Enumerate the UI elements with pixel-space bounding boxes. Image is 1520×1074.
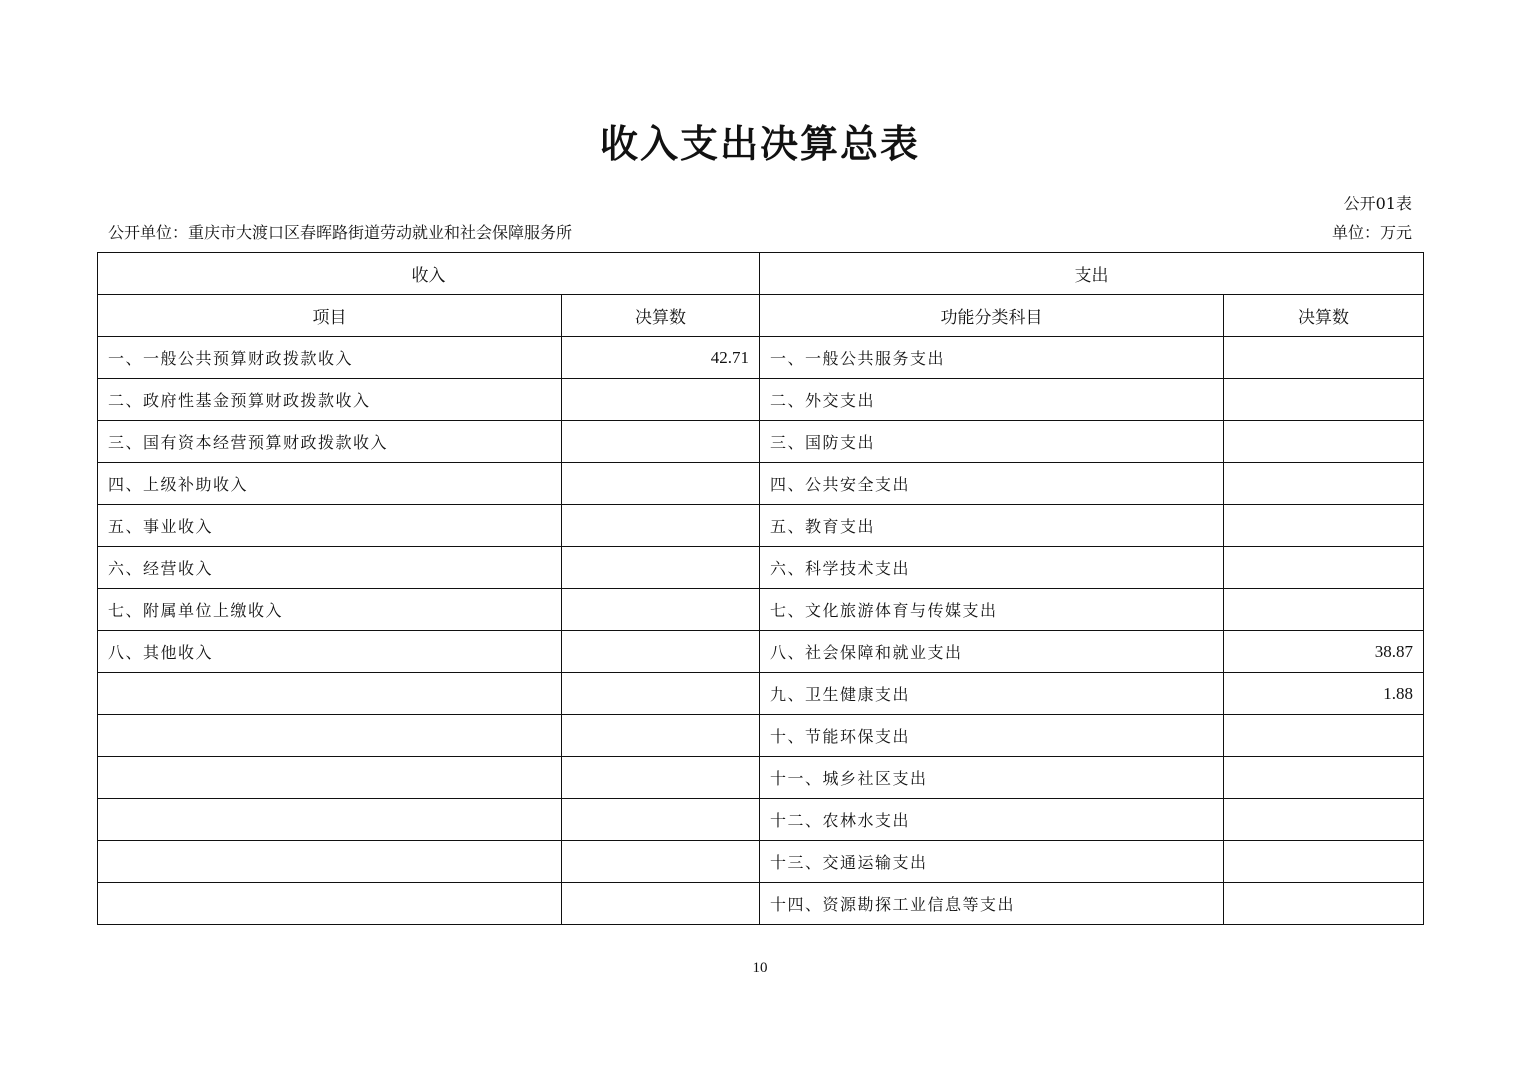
expense-amount-cell bbox=[1224, 379, 1424, 421]
table-row bbox=[98, 673, 1424, 715]
expense-amount-cell bbox=[1224, 757, 1424, 799]
table-row bbox=[98, 757, 1424, 799]
expense-item-cell: 九、卫生健康支出 bbox=[760, 673, 1224, 715]
income-amount-cell bbox=[562, 379, 760, 421]
col-expense-amount-header: 决算数 bbox=[1224, 295, 1424, 337]
income-item-cell: 四、上级补助收入 bbox=[98, 463, 562, 505]
page-title: 收入支出决算总表 bbox=[599, 122, 920, 166]
income-item-cell: 六、经营收入 bbox=[98, 547, 562, 589]
income-amount-cell: 42.71 bbox=[562, 337, 760, 379]
expense-amount-cell bbox=[1224, 463, 1424, 505]
income-item-cell bbox=[98, 757, 562, 799]
expense-amount-cell: 38.87 bbox=[1224, 631, 1424, 673]
income-item-cell: 三、国有资本经营预算财政拨款收入 bbox=[98, 421, 562, 463]
table-row bbox=[98, 841, 1424, 883]
col-function-header: 功能分类科目 bbox=[760, 295, 1224, 337]
expense-amount-cell: 1.88 bbox=[1224, 673, 1424, 715]
income-item-cell: 二、政府性基金预算财政拨款收入 bbox=[98, 379, 562, 421]
expense-amount-cell bbox=[1224, 505, 1424, 547]
income-header: 收入 bbox=[98, 253, 760, 295]
table-row bbox=[98, 547, 1424, 589]
income-amount-cell bbox=[562, 421, 760, 463]
income-item-cell bbox=[98, 841, 562, 883]
expense-item-cell: 三、国防支出 bbox=[760, 421, 1224, 463]
section-header-row bbox=[98, 253, 1424, 295]
income-amount-cell bbox=[562, 673, 760, 715]
table-row bbox=[98, 505, 1424, 547]
income-amount-cell bbox=[562, 841, 760, 883]
expense-item-cell: 十四、资源勘探工业信息等支出 bbox=[760, 883, 1224, 925]
expense-item-cell: 一、一般公共服务支出 bbox=[760, 337, 1224, 379]
expense-amount-cell bbox=[1224, 337, 1424, 379]
income-item-cell: 一、一般公共预算财政拨款收入 bbox=[98, 337, 562, 379]
income-item-cell: 八、其他收入 bbox=[98, 631, 562, 673]
col-income-amount-header: 决算数 bbox=[562, 295, 760, 337]
expense-item-cell: 二、外交支出 bbox=[760, 379, 1224, 421]
income-amount-cell bbox=[562, 631, 760, 673]
table-row bbox=[98, 463, 1424, 505]
income-item-cell bbox=[98, 673, 562, 715]
expense-item-cell: 十一、城乡社区支出 bbox=[760, 757, 1224, 799]
expense-item-cell: 十三、交通运输支出 bbox=[760, 841, 1224, 883]
table-row bbox=[98, 421, 1424, 463]
table-row bbox=[98, 379, 1424, 421]
expense-item-cell: 八、社会保障和就业支出 bbox=[760, 631, 1224, 673]
form-code: 公开01表 bbox=[1343, 194, 1412, 213]
income-amount-cell bbox=[562, 715, 760, 757]
budget-table bbox=[97, 252, 1424, 925]
org-label: 公开单位：重庆市大渡口区春晖路街道劳动就业和社会保障服务所 bbox=[108, 223, 573, 242]
page-number: 10 bbox=[752, 960, 768, 976]
income-item-cell bbox=[98, 799, 562, 841]
expense-amount-cell bbox=[1224, 547, 1424, 589]
expense-amount-cell bbox=[1224, 799, 1424, 841]
table-row bbox=[98, 631, 1424, 673]
income-amount-cell bbox=[562, 505, 760, 547]
unit-label: 单位：万元 bbox=[1331, 223, 1412, 242]
table-row bbox=[98, 883, 1424, 925]
table-row bbox=[98, 715, 1424, 757]
income-item-cell: 七、附属单位上缴收入 bbox=[98, 589, 562, 631]
column-header-row bbox=[98, 295, 1424, 337]
expense-item-cell: 十二、农林水支出 bbox=[760, 799, 1224, 841]
expense-amount-cell bbox=[1224, 421, 1424, 463]
expense-item-cell: 七、文化旅游体育与传媒支出 bbox=[760, 589, 1224, 631]
income-amount-cell bbox=[562, 883, 760, 925]
income-item-cell bbox=[98, 715, 562, 757]
income-amount-cell bbox=[562, 547, 760, 589]
col-item-header: 项目 bbox=[98, 295, 562, 337]
expense-item-cell: 六、科学技术支出 bbox=[760, 547, 1224, 589]
expense-amount-cell bbox=[1224, 883, 1424, 925]
expense-amount-cell bbox=[1224, 715, 1424, 757]
income-amount-cell bbox=[562, 799, 760, 841]
income-amount-cell bbox=[562, 589, 760, 631]
expense-item-cell: 十、节能环保支出 bbox=[760, 715, 1224, 757]
expense-header: 支出 bbox=[760, 253, 1424, 295]
income-item-cell: 五、事业收入 bbox=[98, 505, 562, 547]
expense-amount-cell bbox=[1224, 841, 1424, 883]
table-row bbox=[98, 589, 1424, 631]
expense-item-cell: 五、教育支出 bbox=[760, 505, 1224, 547]
table-row bbox=[98, 799, 1424, 841]
expense-item-cell: 四、公共安全支出 bbox=[760, 463, 1224, 505]
table-row bbox=[98, 337, 1424, 379]
income-amount-cell bbox=[562, 463, 760, 505]
expense-amount-cell bbox=[1224, 589, 1424, 631]
income-amount-cell bbox=[562, 757, 760, 799]
income-item-cell bbox=[98, 883, 562, 925]
